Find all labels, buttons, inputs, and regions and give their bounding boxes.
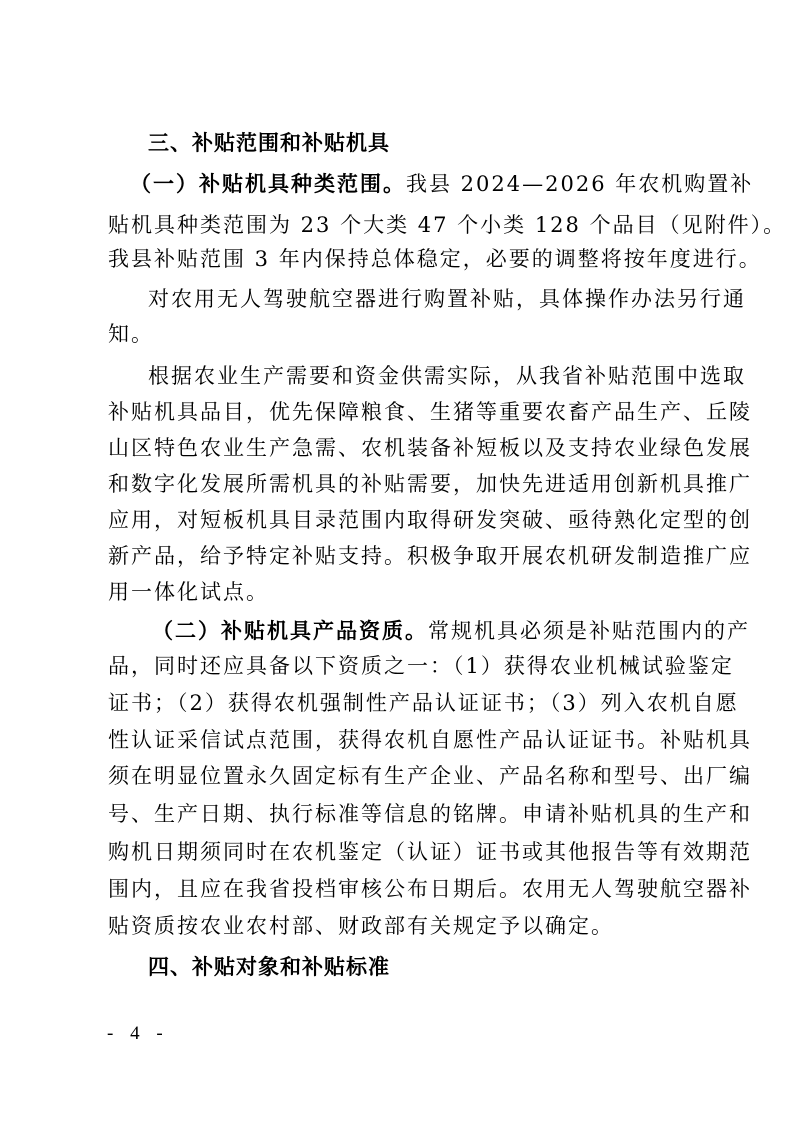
subsection-2-line-8: 贴资质按农业农村部、财政部有关规定予以确定。 (108, 914, 614, 938)
subsection-1-first-line (130, 170, 754, 198)
subsection-2-line-1: 品，同时还应具备以下资质之一：（1）获得农业机械试验鉴定 (108, 654, 734, 678)
paragraph-select-line-2: 山区特色农业生产急需、农机装备补短板以及支持农业绿色发展 (108, 436, 752, 460)
subsection-2-line-3: 性认证采信试点范围，获得农机自愿性产品认证证书。补贴机具 (108, 728, 752, 752)
subsection-2-line-4: 须在明显位置永久固定标有生产企业、产品名称和型号、出厂编 (108, 764, 752, 788)
subsection-2-line-2: 证书；（2）获得农机强制性产品认证证书；（3）列入农机自愿 (108, 691, 739, 715)
paragraph-select-line-4: 应用，对短板机具目录范围内取得研发突破、亟待熟化定型的创 (108, 508, 752, 532)
page-number: - 4 - (107, 1023, 169, 1044)
paragraph-select-line-5: 新产品，给予特定补贴支持。积极争取开展农机研发制造推广应 (108, 544, 752, 568)
subsection-1-line-1: 贴机具种类范围为 23 个大类 47 个小类 128 个品目（见附件）。 (108, 213, 787, 237)
subsection-2-first-line (152, 617, 750, 645)
paragraph-drone-line-0: 对农用无人驾驶航空器进行购置补贴，具体操作办法另行通 (148, 287, 746, 311)
paragraph-select-line-6: 用一体化试点。 (108, 580, 269, 604)
subsection-1-line-0: 我县 2024—2026 年农机购置补 (406, 172, 754, 196)
section-heading-3: 三、补贴范围和补贴机具 (148, 131, 390, 155)
subsection-2-title: （二）补贴机具产品资质。 (152, 618, 428, 643)
subsection-2-line-5: 号、生产日期、执行标准等信息的铭牌。申请补贴机具的生产和 (108, 802, 752, 826)
subsection-2-line-0: 常规机具必须是补贴范围内的产 (428, 619, 750, 643)
section-heading-4: 四、补贴对象和补贴标准 (148, 955, 390, 979)
subsection-2-line-7: 围内，且应在我省投档审核公布日期后。农用无人驾驶航空器补 (108, 877, 752, 901)
paragraph-select-line-3: 和数字化发展所需机具的补贴需要，加快先进适用创新机具推广 (108, 472, 752, 496)
paragraph-select-line-1: 补贴机具品目，优先保障粮食、生猪等重要农畜产品生产、丘陵 (108, 400, 752, 424)
subsection-1-line-2: 我县补贴范围 3 年内保持总体稳定，必要的调整将按年度进行。 (108, 247, 762, 271)
paragraph-select-line-0: 根据农业生产需要和资金供需实际，从我省补贴范围中选取 (148, 364, 746, 388)
subsection-2-line-6: 购机日期须同时在农机鉴定（认证）证书或其他报告等有效期范 (108, 840, 752, 864)
paragraph-drone-line-1: 知。 (108, 322, 154, 346)
subsection-1-title: （一）补贴机具种类范围。 (130, 171, 406, 196)
